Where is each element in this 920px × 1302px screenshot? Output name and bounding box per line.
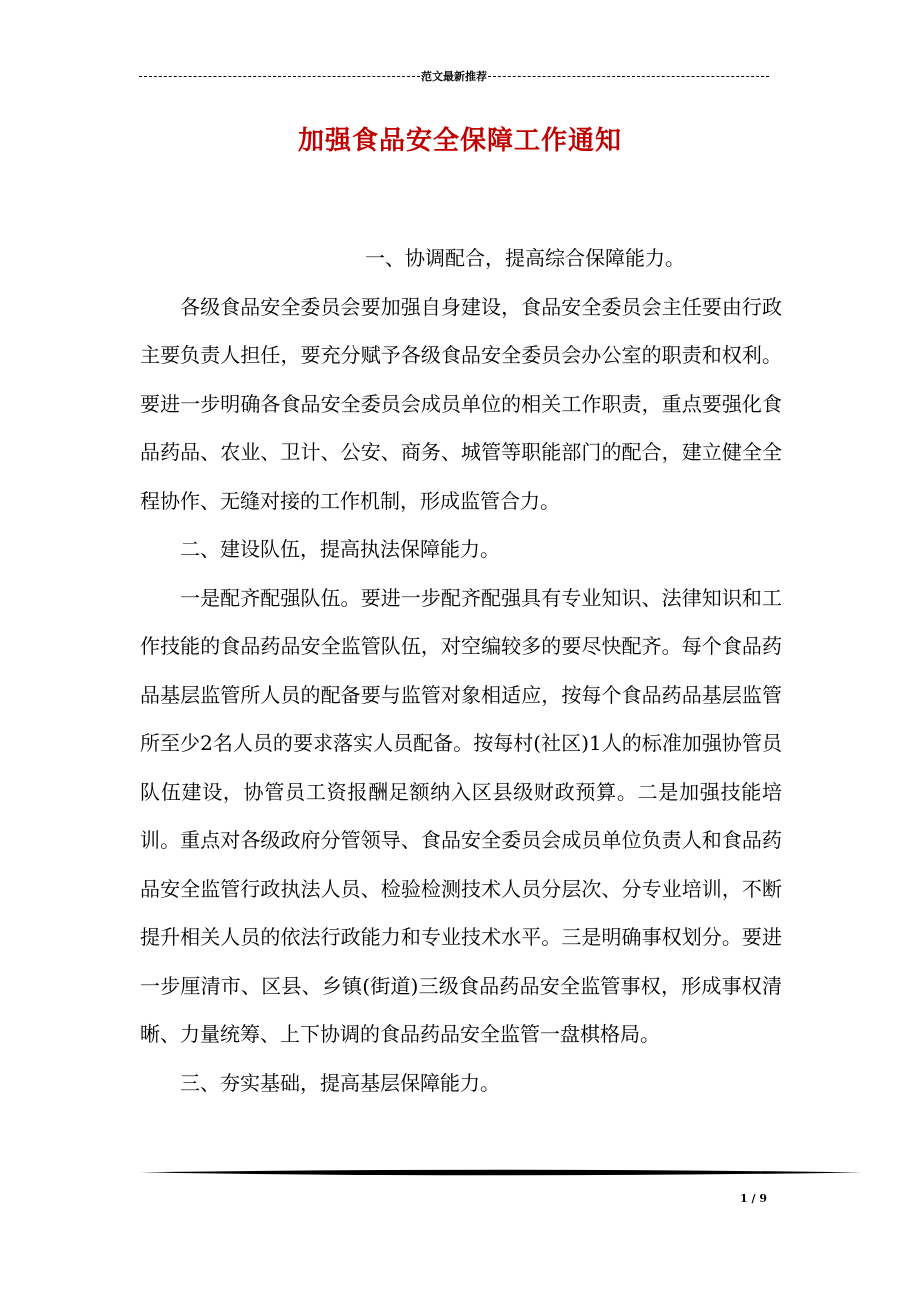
section-heading-2: 二、建设队伍，提高执法保障能力。 bbox=[180, 537, 500, 561]
section-heading-1: 一、协调配合，提高综合保障能力。 bbox=[365, 246, 685, 270]
footer-rule bbox=[140, 1168, 862, 1177]
page-header bbox=[139, 68, 769, 84]
page-number: 1 / 9 bbox=[740, 1192, 767, 1205]
document-title: 加强食品安全保障工作通知 bbox=[297, 126, 622, 156]
header-dash-left bbox=[139, 76, 420, 77]
header-dash-right bbox=[488, 76, 769, 77]
header-label: 范文最新推荐 bbox=[421, 70, 487, 83]
body-paragraph-1: 各级食品安全委员会要加强自身建设，食品安全委员会主任要由行政主要负责人担任，要充分赋予各级食品安全委员会办公室的职责和权利。要进一步明确各食品安全委员会成员单位的相关工作职责，重点要强化食品药品、农业、卫计、公安、商务、城管等职能部门的配合，建立健全全程协作、无缝对接的工作机制，形成监管合力。 bbox=[140, 294, 782, 513]
body-paragraph-2: 一是配齐配强队伍。要进一步配齐配强具有专业知识、法律知识和工作技能的食品药品安全监管队伍，对空编较多的要尽快配齐。每个食品药品基层监管所人员的配备要与监管对象相适应，按每个食品药品基层监管所至少2名人员的要求落实人员配备。按每村(社区)1人的标准加强协管员队伍建设，协管员工资报酬足额纳入区县级财政预算。二是加强技能培训。重点对各级政府分管领导、食品安全委员会成员单位负责人和食品药品安全监管行政执法人员、检验检测技术人员分层次、分专业培训，不断提升相关人员的依法行政能力和专业技术水平。三是明确事权划分。要进一步厘清市、区县、乡镇(街道)三级食品药品安全监管事权，形成事权清晰、力量统筹、上下协调的食品药品安全监管一盘棋格局。 bbox=[140, 585, 782, 1046]
document-body bbox=[140, 234, 782, 1107]
section-heading-3: 三、夯实基础，提高基层保障能力。 bbox=[180, 1070, 500, 1095]
